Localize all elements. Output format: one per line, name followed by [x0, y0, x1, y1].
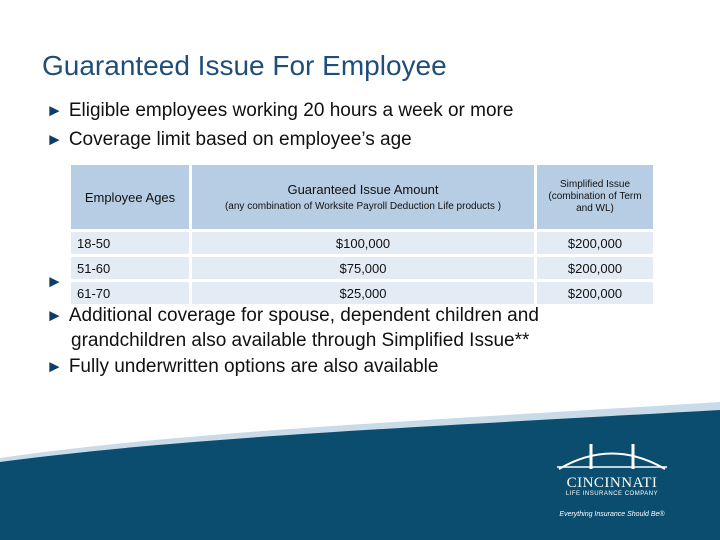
header-guaranteed-issue: [192, 165, 534, 229]
header-gi-title: Guaranteed Issue Amount: [287, 182, 439, 197]
cell-age: 18-50: [71, 232, 189, 254]
cell-age: 51-60: [71, 257, 189, 279]
bullet-additional-coverage: [46, 303, 539, 329]
bullet-text: Coverage limit based on employee’s age: [68, 129, 412, 150]
bullet-text: Additional coverage for spouse, dependent children and: [68, 305, 539, 326]
cell-age: 61-70: [71, 282, 189, 304]
bullet-arrow-icon: ►: [46, 272, 63, 291]
bullet-arrow-icon: ►: [46, 306, 63, 325]
cell-gi-amount: $25,000: [192, 282, 534, 304]
cell-gi-amount: $100,000: [192, 232, 534, 254]
header-si-note: (combination of Term and WL): [548, 191, 642, 214]
logo-name: CINCINNATI: [566, 475, 658, 491]
bullet-arrow-icon: ►: [46, 130, 63, 149]
bullet-fully-underwritten: [46, 354, 438, 380]
cell-si-amount: $200,000: [537, 232, 653, 254]
slide-title: Guaranteed Issue For Employee: [42, 50, 447, 81]
header-gi-note: (any combination of Worksite Payroll Deduction Life products ): [224, 201, 502, 212]
bullet-text: Fully underwritten options are also available: [68, 356, 439, 377]
bridge-icon: [557, 440, 667, 470]
bullet-additional-coverage-cont: [71, 328, 529, 354]
table-row: [71, 257, 653, 279]
coverage-table: [71, 165, 653, 307]
cell-si-amount: $200,000: [537, 282, 653, 304]
logo-subtitle: LIFE INSURANCE COMPANY: [565, 491, 659, 497]
header-employee-ages: Employee Ages: [71, 165, 189, 229]
table-row: [71, 232, 653, 254]
table-header-row: [71, 165, 653, 229]
header-si-title: Simplified Issue: [559, 179, 631, 190]
cell-si-amount: $200,000: [537, 257, 653, 279]
bullet-arrow-icon: ►: [46, 357, 63, 376]
header-simplified-issue: [537, 165, 653, 229]
bullet-text: Eligible employees working 20 hours a week or more: [68, 100, 514, 121]
cell-gi-amount: $75,000: [192, 257, 534, 279]
logo-tagline: Everything Insurance Should Be®: [559, 511, 665, 518]
bullet-text: grandchildren also available through Simplified Issue**: [71, 330, 530, 351]
bullet-coverage-limit: [46, 127, 412, 153]
company-logo: [552, 440, 672, 518]
bullet-arrow-icon: ►: [46, 101, 63, 120]
table-row: [71, 282, 653, 304]
bullet-eligible: [46, 98, 513, 124]
